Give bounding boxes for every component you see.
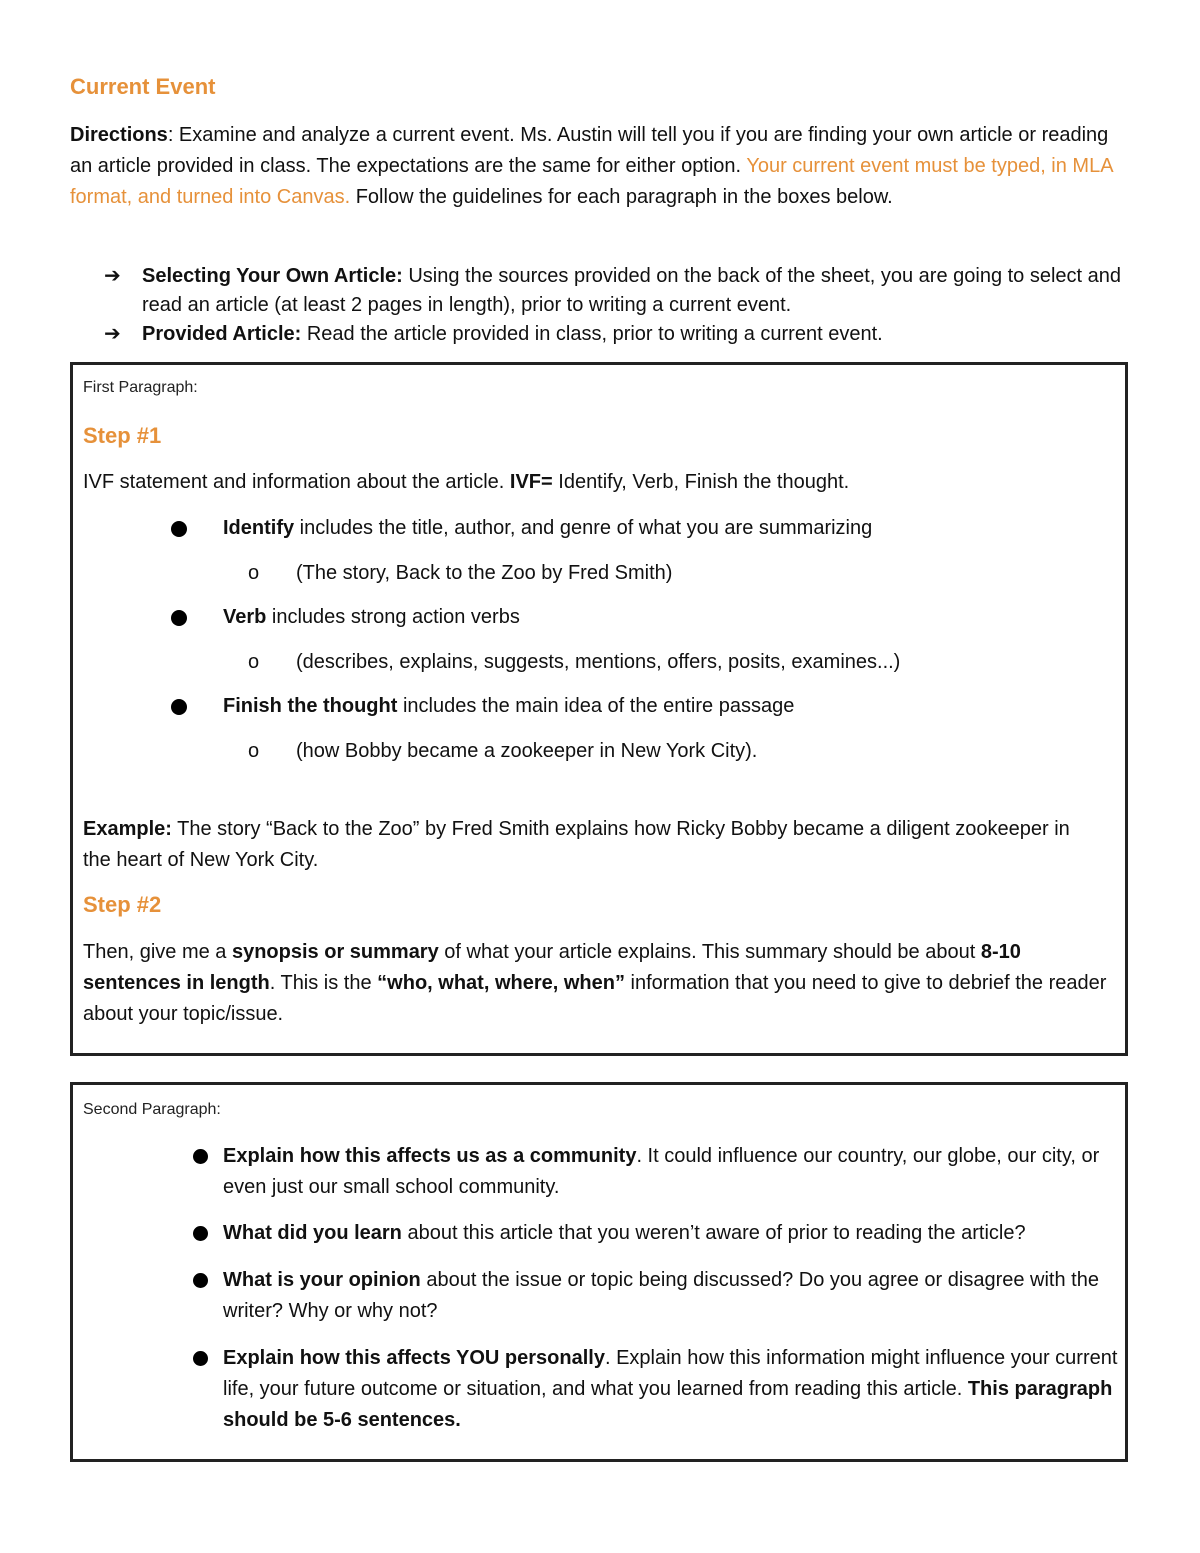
bullet-verb xyxy=(223,602,1103,633)
bullet-bold: Verb xyxy=(223,606,267,628)
option-label: Selecting Your Own Article: xyxy=(142,265,403,287)
article-options-list xyxy=(104,262,1134,349)
option-text: Read the article provided in class, prior to writing a current event. xyxy=(301,323,883,345)
bullet-text: includes strong action verbs xyxy=(266,606,520,628)
bullet-personal xyxy=(223,1343,1118,1436)
directions-highlight: Your current event must be typed, in MLA format, and turned into Canvas. xyxy=(70,155,1113,208)
bullet-bold: Explain how this affects YOU personally xyxy=(223,1347,605,1369)
summary-bold: 8-10 sentences in length xyxy=(83,941,1021,994)
example-text: The story “Back to the Zoo” by Fred Smith explains how Ricky Bobby became a diligent zookeeper in the heart of New York City. xyxy=(83,818,1070,871)
directions-paragraph xyxy=(70,120,1130,213)
option-text: Using the sources provided on the back of the sheet, you are going to select and read an article (at least 2 pages in length), prior to writing a current event. xyxy=(142,265,1122,316)
bullet-bold: What is your opinion xyxy=(223,1269,421,1291)
ivf-statement xyxy=(83,467,1113,498)
bullet-finish xyxy=(223,691,1103,722)
bullet-icon xyxy=(171,699,187,715)
bullet-bold: What did you learn xyxy=(223,1222,402,1244)
sub-text: (how Bobby became a zookeeper in New York City). xyxy=(296,740,758,762)
sub-marker: o xyxy=(248,651,260,673)
sub-text: (The story, Back to the Zoo by Fred Smith) xyxy=(296,562,673,584)
summary-bold: synopsis or summary xyxy=(231,941,439,963)
directions-label: Directions xyxy=(70,124,168,146)
directions-text: : Examine and analyze a current event. Ms. Austin will tell you if you are finding your own article or reading an article provided in class. The expectations are the same for either option. xyxy=(70,124,1109,177)
summary-text: of what your article explains. This summary should be about xyxy=(438,941,981,963)
second-paragraph-box xyxy=(70,1082,1128,1462)
bullet-bold: This paragraph should be 5-6 sentences. xyxy=(223,1378,1113,1431)
arrow-right-icon: ➔ xyxy=(104,323,121,345)
ivf-text: IVF statement and information about the article. xyxy=(83,471,510,493)
summary-bold: “who, what, where, when” xyxy=(377,972,625,994)
step-heading: Step #2 xyxy=(83,892,162,917)
bullet-bold: Finish the thought xyxy=(223,695,398,717)
bullet-learn xyxy=(223,1218,1118,1249)
bullet-bold: Identify xyxy=(223,517,295,539)
directions-text-end: Follow the guidelines for each paragraph in the boxes below. xyxy=(350,186,893,208)
bullet-community xyxy=(223,1141,1118,1203)
page-title: Current Event xyxy=(70,74,216,99)
bullet-opinion xyxy=(223,1265,1118,1327)
example-label: Example: xyxy=(83,818,172,840)
bullet-text: includes the main idea of the entire passage xyxy=(397,695,795,717)
arrow-right-icon: ➔ xyxy=(104,265,121,287)
summary-text: Then, give me a xyxy=(83,941,232,963)
bullet-icon xyxy=(193,1149,208,1164)
first-paragraph-box xyxy=(70,362,1128,1056)
step-heading: Step #1 xyxy=(83,423,162,448)
bullet-icon xyxy=(193,1273,208,1288)
summary-text: information that you need to give to debrief the reader about your topic/issue. xyxy=(83,972,1107,1025)
bullet-text: . Explain how this information might influence your current life, your future outcome or situation, and what you learned from reading this article. xyxy=(223,1347,1118,1400)
summary-text: . This is the xyxy=(269,972,378,994)
bullet-icon xyxy=(193,1351,208,1366)
bullet-identify xyxy=(223,513,1103,544)
bullet-text: includes the title, author, and genre of what you are summarizing xyxy=(294,517,873,539)
bullet-text: about this article that you weren’t aware of prior to reading the article? xyxy=(401,1222,1026,1244)
option-label: Provided Article: xyxy=(142,323,302,345)
example-paragraph xyxy=(83,814,1073,876)
sub-marker: o xyxy=(248,562,260,584)
option-own-article xyxy=(104,262,1134,320)
box-label: Second Paragraph: xyxy=(83,1101,221,1118)
ivf-text: Identify, Verb, Finish the thought. xyxy=(552,471,850,493)
bullet-text: about the issue or topic being discussed? Do you agree or disagree with the writer? Why or why not? xyxy=(223,1269,1099,1322)
box-label: First Paragraph: xyxy=(83,379,198,396)
summary-paragraph xyxy=(83,937,1113,1030)
bullet-icon xyxy=(193,1226,208,1241)
sub-marker: o xyxy=(248,740,260,762)
sub-text: (describes, explains, suggests, mentions, offers, posits, examines...) xyxy=(296,651,901,673)
ivf-bold: IVF= xyxy=(509,471,553,493)
bullet-icon xyxy=(171,610,187,626)
bullet-icon xyxy=(171,521,187,537)
bullet-text: . It could influence our country, our globe, our city, or even just our small school community. xyxy=(223,1145,1100,1198)
bullet-bold: Explain how this affects us as a community xyxy=(223,1145,637,1167)
option-provided-article xyxy=(104,320,1134,349)
